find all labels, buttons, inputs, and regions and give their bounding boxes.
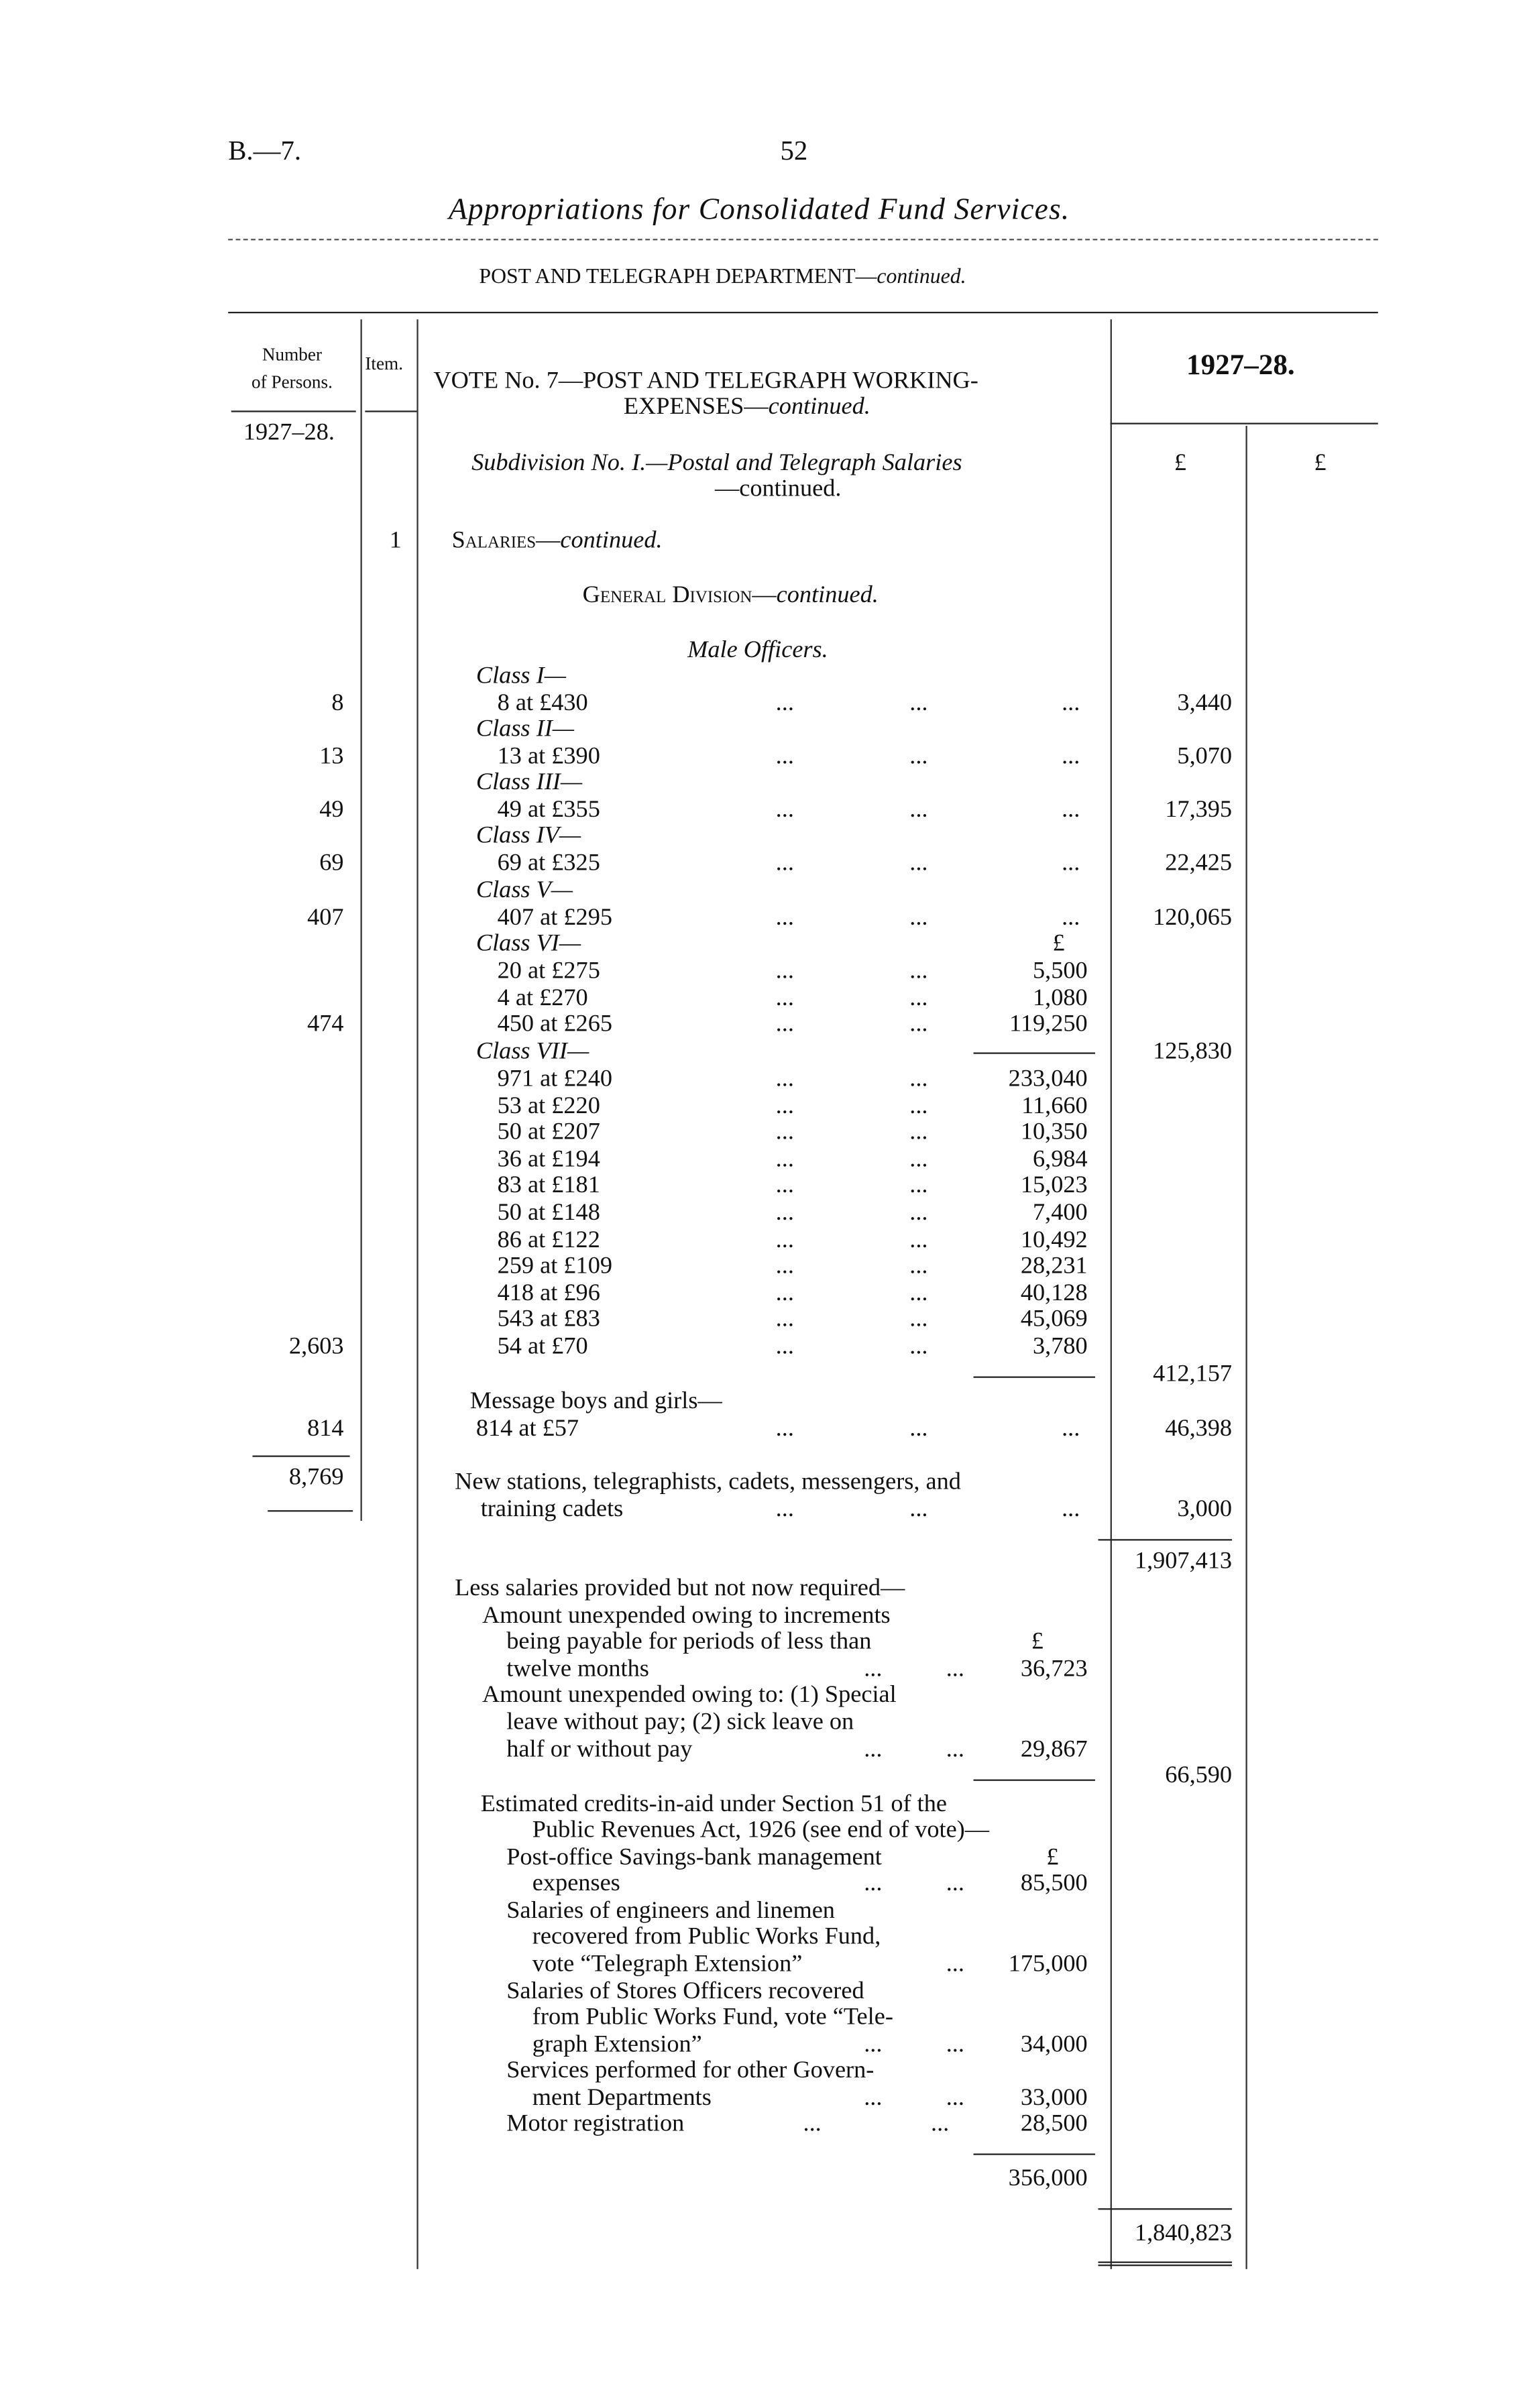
persons-count: 8 bbox=[331, 690, 344, 717]
new-stations-l2: training cadets bbox=[480, 1496, 624, 1523]
leader-dots: ... bbox=[909, 797, 928, 823]
persons-count: 49 bbox=[319, 797, 344, 823]
pound-sign: £ bbox=[1314, 450, 1327, 476]
leader-dots: ... bbox=[864, 1737, 883, 1763]
class-rate: 69 at £325 bbox=[497, 850, 600, 876]
leader-dots: ... bbox=[1062, 850, 1080, 876]
credits-h1: Estimated credits-in-aid under Section 51 of the bbox=[480, 1791, 948, 1818]
class-total: 412,157 bbox=[1153, 1361, 1233, 1387]
credit-2-l3: vote “Telegraph Extension” bbox=[532, 1951, 803, 1977]
message-boys-total: 46,398 bbox=[1165, 1416, 1233, 1442]
persons-count: 814 bbox=[307, 1416, 344, 1442]
credit-2-l1: Salaries of engineers and linemen bbox=[506, 1898, 835, 1925]
leader-dots: ... bbox=[909, 905, 928, 931]
class-rate: 418 at £96 bbox=[497, 1280, 600, 1306]
class-label: Class VI— bbox=[475, 931, 581, 957]
leader-dots: ... bbox=[909, 1496, 928, 1523]
credits-total: 356,000 bbox=[1008, 2165, 1088, 2192]
less-a-l1: Amount unexpended owing to increments bbox=[482, 1603, 891, 1629]
department-heading bbox=[479, 265, 966, 292]
header-rule bbox=[365, 410, 416, 412]
class-rate: 86 at £122 bbox=[497, 1226, 600, 1253]
leader-dots: ... bbox=[775, 797, 794, 823]
class-rate: 36 at £194 bbox=[497, 1146, 600, 1173]
class-rate: 20 at £275 bbox=[497, 958, 600, 984]
header-rule bbox=[231, 410, 356, 412]
leader-dots: ... bbox=[864, 1656, 883, 1682]
leader-dots: ... bbox=[775, 985, 794, 1012]
class-rate: 49 at £355 bbox=[497, 797, 600, 823]
credit-3-amount: 34,000 bbox=[1020, 2032, 1088, 2058]
leader-dots: ... bbox=[909, 985, 928, 1012]
male-officers-heading: Male Officers. bbox=[687, 637, 828, 663]
gross-total: 1,907,413 bbox=[1134, 1548, 1233, 1574]
leader-dots: ... bbox=[931, 2110, 950, 2137]
persons-header-l2: of Persons. bbox=[251, 371, 333, 393]
line-amount: 28,231 bbox=[1020, 1253, 1088, 1279]
leader-dots: ... bbox=[775, 1334, 794, 1360]
leader-dots: ... bbox=[1062, 744, 1080, 770]
less-b-l3: half or without pay bbox=[506, 1737, 693, 1763]
less-b-l1: Amount unexpended owing to: (1) Special bbox=[482, 1682, 897, 1708]
leader-dots: ... bbox=[1062, 690, 1080, 717]
line-amount: 119,250 bbox=[1009, 1011, 1088, 1037]
class-rate: 8 at £430 bbox=[497, 690, 588, 717]
less-b-l2: leave without pay; (2) sick leave on bbox=[506, 1709, 854, 1735]
class-label: Class I— bbox=[475, 663, 566, 689]
sum-rule bbox=[268, 1510, 353, 1511]
leader-dots: ... bbox=[864, 2085, 883, 2111]
less-heading: Less salaries provided but not now required— bbox=[455, 1575, 905, 1602]
vote-title-cont: continued. bbox=[768, 394, 870, 420]
class-rate: 543 at £83 bbox=[497, 1307, 600, 1333]
pound-sign: £ bbox=[1031, 1629, 1044, 1655]
leader-dots: ... bbox=[909, 1173, 928, 1200]
class-total: 125,830 bbox=[1153, 1039, 1233, 1065]
credit-3-l2: from Public Works Fund, vote “Tele- bbox=[532, 2004, 893, 2030]
column-rule bbox=[1245, 426, 1247, 2269]
document-reference: B.—7. bbox=[228, 135, 302, 166]
leader-dots: ... bbox=[1062, 905, 1080, 931]
leader-dots: ... bbox=[775, 1092, 794, 1119]
class-total: 120,065 bbox=[1153, 905, 1233, 931]
class-rate: 83 at £181 bbox=[497, 1173, 600, 1200]
credit-2-amount: 175,000 bbox=[1008, 1951, 1088, 1977]
class-rate: 259 at £109 bbox=[497, 1253, 612, 1279]
leader-dots: ... bbox=[864, 2032, 883, 2058]
sum-rule bbox=[252, 1455, 349, 1456]
class-rate: 450 at £265 bbox=[497, 1011, 612, 1037]
credits-h2: Public Revenues Act, 1926 (see end of vote)— bbox=[532, 1817, 990, 1843]
credit-3-l1: Salaries of Stores Officers recovered bbox=[506, 1978, 864, 2005]
leader-dots: ... bbox=[946, 2085, 964, 2111]
leader-dots: ... bbox=[946, 1737, 964, 1763]
leader-dots: ... bbox=[946, 1951, 964, 1977]
year-header: 1927–28. bbox=[1186, 349, 1295, 382]
persons-count: 13 bbox=[319, 744, 344, 770]
line-amount: 10,350 bbox=[1020, 1119, 1088, 1146]
credit-1-amount: 85,500 bbox=[1020, 1870, 1088, 1897]
line-amount: 40,128 bbox=[1020, 1280, 1088, 1306]
column-rule bbox=[1111, 319, 1112, 2269]
leader-dots: ... bbox=[909, 1200, 928, 1226]
leader-dots: ... bbox=[909, 1416, 928, 1442]
leader-dots: ... bbox=[1062, 797, 1080, 823]
class-label: Class II— bbox=[475, 716, 575, 742]
class-total: 5,070 bbox=[1177, 744, 1233, 770]
credit-4-l2: ment Departments bbox=[532, 2085, 712, 2111]
credit-4-l1: Services performed for other Govern- bbox=[506, 2057, 875, 2084]
leader-dots: ... bbox=[775, 1226, 794, 1253]
department-name: POST AND TELEGRAPH DEPARTMENT— bbox=[479, 266, 877, 289]
leader-dots: ... bbox=[775, 1253, 794, 1279]
credit-5-l1: Motor registration bbox=[506, 2110, 685, 2137]
less-a-l2: being payable for periods of less than bbox=[506, 1629, 872, 1655]
persons-count: 2,603 bbox=[288, 1334, 344, 1360]
sum-rule bbox=[974, 1377, 1095, 1378]
class-total: 17,395 bbox=[1165, 797, 1233, 823]
leader-dots: ... bbox=[946, 1870, 964, 1897]
persons-header-l1: Number bbox=[262, 343, 323, 365]
sum-rule bbox=[974, 1052, 1095, 1053]
leader-dots: ... bbox=[775, 1011, 794, 1037]
less-a-amount: 36,723 bbox=[1020, 1656, 1088, 1682]
class-rate: 407 at £295 bbox=[497, 905, 612, 931]
item-header: Item. bbox=[365, 353, 404, 374]
class-label: Class V— bbox=[475, 877, 573, 904]
pound-sign: £ bbox=[1174, 450, 1187, 476]
subdivision-l1: Subdivision No. I.—Postal and Telegraph Salaries bbox=[471, 450, 962, 476]
divider bbox=[228, 239, 1378, 240]
leader-dots: ... bbox=[946, 1656, 964, 1682]
less-total: 66,590 bbox=[1165, 1762, 1233, 1789]
leader-dots: ... bbox=[909, 958, 928, 984]
leader-dots: ... bbox=[775, 1173, 794, 1200]
total-double-rule bbox=[1098, 2262, 1232, 2267]
message-boys-label: Message boys and girls— bbox=[469, 1388, 722, 1415]
sum-rule bbox=[1098, 1539, 1232, 1540]
leader-dots: ... bbox=[1062, 1496, 1080, 1523]
salaries-cont: continued. bbox=[560, 527, 663, 554]
leader-dots: ... bbox=[909, 1334, 928, 1360]
leader-dots: ... bbox=[775, 905, 794, 931]
leader-dots: ... bbox=[909, 1066, 928, 1092]
department-cont: continued. bbox=[877, 266, 966, 289]
persons-year: 1927–28. bbox=[243, 419, 335, 446]
header-rule bbox=[1111, 423, 1378, 424]
item-number: 1 bbox=[389, 527, 402, 554]
leader-dots: ... bbox=[909, 1253, 928, 1279]
persons-count: 69 bbox=[319, 850, 344, 876]
leader-dots: ... bbox=[775, 1119, 794, 1146]
leader-dots: ... bbox=[909, 1119, 928, 1146]
credit-3-l3: graph Extension” bbox=[532, 2032, 702, 2058]
credit-1-l1: Post-office Savings-bank management bbox=[506, 1845, 882, 1871]
credit-1-l2: expenses bbox=[532, 1870, 620, 1897]
leader-dots: ... bbox=[775, 850, 794, 876]
persons-count: 407 bbox=[307, 905, 344, 931]
leader-dots: ... bbox=[775, 744, 794, 770]
division-heading bbox=[583, 583, 879, 610]
leader-dots: ... bbox=[909, 1307, 928, 1333]
sum-rule bbox=[974, 1780, 1095, 1781]
class-rate: 54 at £70 bbox=[497, 1334, 588, 1360]
leader-dots: ... bbox=[775, 690, 794, 717]
new-stations-l1: New stations, telegraphists, cadets, messengers, and bbox=[455, 1469, 961, 1495]
leader-dots: ... bbox=[775, 1280, 794, 1306]
leader-dots: ... bbox=[775, 1496, 794, 1523]
leader-dots: ... bbox=[775, 1146, 794, 1173]
line-amount: 5,500 bbox=[1032, 958, 1088, 984]
credit-4-amount: 33,000 bbox=[1020, 2085, 1088, 2111]
leader-dots: ... bbox=[909, 1280, 928, 1306]
less-b-amount: 29,867 bbox=[1020, 1737, 1088, 1763]
vote-title-text: EXPENSES— bbox=[623, 394, 769, 420]
column-rule bbox=[416, 319, 418, 2269]
class-rate: 50 at £148 bbox=[497, 1200, 600, 1226]
leader-dots: ... bbox=[775, 1066, 794, 1092]
class-rate: 4 at £270 bbox=[497, 985, 588, 1012]
less-a-l3: twelve months bbox=[506, 1656, 649, 1682]
persons-count: 474 bbox=[307, 1011, 344, 1037]
vote-title-l2 bbox=[624, 394, 870, 421]
sum-rule bbox=[1098, 2208, 1232, 2210]
class-rate: 971 at £240 bbox=[497, 1066, 612, 1092]
line-amount: 1,080 bbox=[1032, 985, 1088, 1012]
message-boys-rate: 814 at £57 bbox=[475, 1416, 579, 1442]
sum-rule bbox=[974, 2153, 1095, 2155]
line-amount: 3,780 bbox=[1032, 1334, 1088, 1360]
class-label: Class IV— bbox=[475, 822, 581, 849]
new-stations-total: 3,000 bbox=[1177, 1496, 1233, 1523]
leader-dots: ... bbox=[909, 1092, 928, 1119]
leader-dots: ... bbox=[909, 1146, 928, 1173]
vote-title-l1: VOTE No. 7—POST AND TELEGRAPH WORKING- bbox=[433, 367, 978, 394]
page-number: 52 bbox=[780, 135, 808, 166]
class-rate: 50 at £207 bbox=[497, 1119, 600, 1146]
line-amount: 7,400 bbox=[1032, 1200, 1088, 1226]
leader-dots: ... bbox=[909, 850, 928, 876]
class-total: 3,440 bbox=[1177, 690, 1233, 717]
line-amount: 6,984 bbox=[1032, 1146, 1088, 1173]
class-rate: 13 at £390 bbox=[497, 744, 600, 770]
credit-5-amount: 28,500 bbox=[1020, 2110, 1088, 2137]
persons-total: 8,769 bbox=[288, 1465, 344, 1491]
net-total: 1,840,823 bbox=[1134, 2220, 1233, 2246]
column-rule bbox=[361, 319, 362, 1521]
persons-header bbox=[231, 341, 353, 396]
division-label: General Division— bbox=[582, 582, 777, 609]
leader-dots: ... bbox=[775, 1200, 794, 1226]
page-title: Appropriations for Consolidated Fund Services. bbox=[449, 193, 1070, 227]
leader-dots: ... bbox=[946, 2032, 964, 2058]
leader-dots: ... bbox=[909, 690, 928, 717]
line-amount: 15,023 bbox=[1020, 1173, 1088, 1200]
leader-dots: ... bbox=[775, 958, 794, 984]
line-amount: 45,069 bbox=[1020, 1307, 1088, 1333]
line-amount: 10,492 bbox=[1020, 1226, 1088, 1253]
leader-dots: ... bbox=[775, 1416, 794, 1442]
class-label: Class VII— bbox=[475, 1039, 589, 1065]
line-amount: 233,040 bbox=[1008, 1066, 1088, 1092]
leader-dots: ... bbox=[775, 1307, 794, 1333]
leader-dots: ... bbox=[909, 744, 928, 770]
leader-dots: ... bbox=[1062, 1416, 1080, 1442]
class-total: 22,425 bbox=[1165, 850, 1233, 876]
pound-sign: £ bbox=[1046, 1845, 1059, 1871]
salaries-label: Salaries— bbox=[451, 527, 561, 554]
pound-sign: £ bbox=[1052, 931, 1065, 957]
division-cont: continued. bbox=[776, 582, 879, 609]
salaries-heading bbox=[452, 528, 663, 555]
leader-dots: ... bbox=[909, 1011, 928, 1037]
class-label: Class III— bbox=[475, 769, 583, 796]
leader-dots: ... bbox=[909, 1226, 928, 1253]
class-rate: 53 at £220 bbox=[497, 1092, 600, 1119]
leader-dots: ... bbox=[864, 1870, 883, 1897]
leader-dots: ... bbox=[803, 2110, 822, 2137]
divider bbox=[228, 312, 1378, 313]
credit-2-l2: recovered from Public Works Fund, bbox=[532, 1924, 881, 1950]
line-amount: 11,660 bbox=[1021, 1092, 1088, 1119]
subdivision-l2: —continued. bbox=[714, 475, 842, 502]
